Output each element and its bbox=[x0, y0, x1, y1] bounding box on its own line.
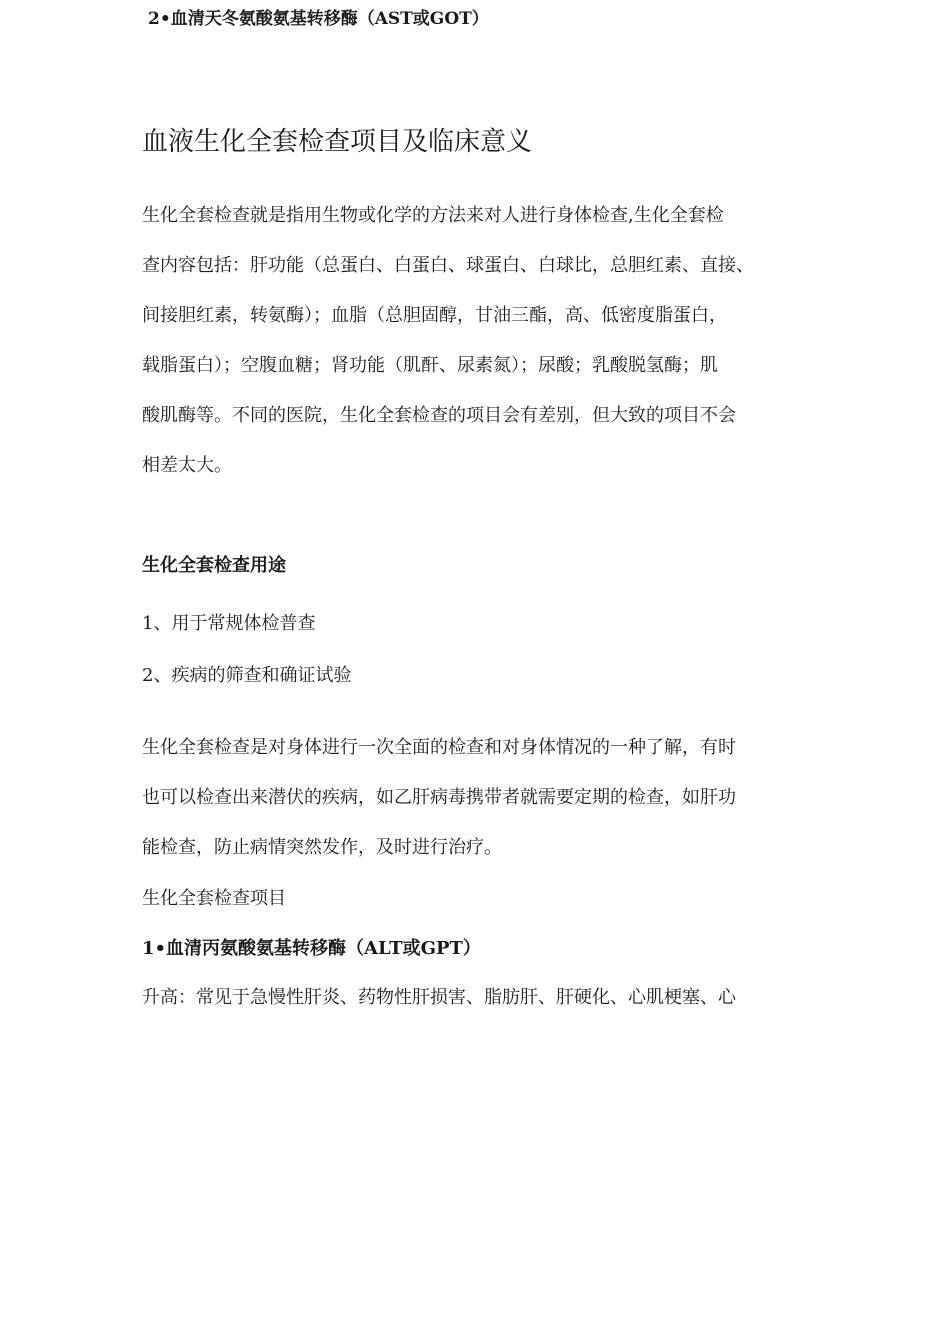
text-line: 查内容包括：肝功能（总蛋白、白蛋白、球蛋白、白球比，总胆红素、直接、 bbox=[142, 255, 754, 276]
page-title: 血液生化全套检查项目及临床意义 bbox=[142, 127, 533, 157]
intro-paragraph bbox=[142, 191, 754, 491]
text-line: 间接胆红素，转氨酶）；血脂（总胆固醇，甘油三酯，高、低密度脂蛋白， bbox=[142, 305, 727, 326]
text-line: 生化全套检查是对身体进行一次全面的检查和对身体情况的一种了解，有时 bbox=[142, 737, 736, 758]
text-line: 生化全套检查就是指用生物或化学的方法来对人进行身体检查,生化全套检 bbox=[142, 205, 724, 226]
text-line: 载脂蛋白）；空腹血糖；肾功能（肌酐、尿素氮）；尿酸；乳酸脱氢酶；肌 bbox=[142, 355, 718, 376]
list-item: 2、疾病的筛查和确证试验 bbox=[142, 665, 352, 686]
top-heading: 2•血清天冬氨酸氨基转移酶（AST或GOT） bbox=[148, 9, 489, 29]
item1-text: 升高：常见于急慢性肝炎、药物性肝损害、脂肪肝、肝硬化、心肌梗塞、心 bbox=[142, 987, 736, 1008]
item1-heading: 1•血清丙氨酸氨基转移酶（ALT或GPT） bbox=[142, 938, 481, 959]
items-heading: 生化全套检查项目 bbox=[142, 888, 286, 909]
list-item: 1、用于常规体检普查 bbox=[142, 613, 316, 634]
purpose-paragraph bbox=[142, 723, 736, 873]
text-line: 相差太大。 bbox=[142, 455, 232, 476]
uses-heading: 生化全套检查用途 bbox=[142, 555, 286, 576]
text-line: 能检查，防止病情突然发作，及时进行治疗。 bbox=[142, 837, 502, 858]
text-line: 酸肌酶等。不同的医院，生化全套检查的项目会有差别，但大致的项目不会 bbox=[142, 405, 736, 426]
text-line: 也可以检查出来潜伏的疾病，如乙肝病毒携带者就需要定期的检查，如肝功 bbox=[142, 787, 736, 808]
